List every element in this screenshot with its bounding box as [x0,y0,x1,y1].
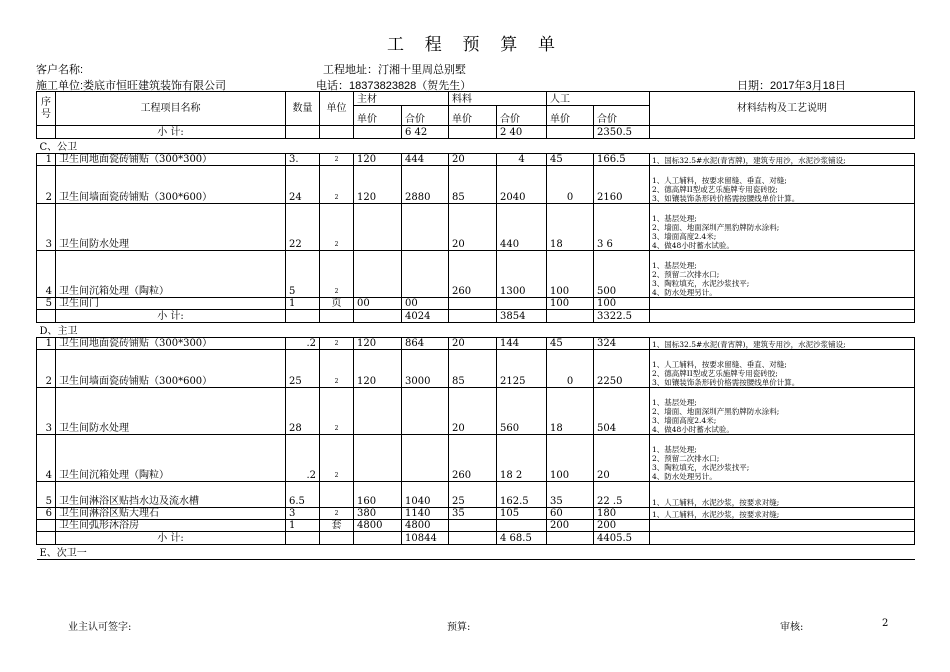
table-row [37,520,915,532]
note-cell: 1、人工辅料，按要求留缝、垂直、对缝; 2、德高牌II型或艺乐施牌专用瓷砖胶; 3、如镶装饰条形砖价格需按腰线单价计算。 [650,350,915,388]
header-labor-subtotal: 合价 [594,106,650,126]
labor-unit-price-cell: 35 [547,482,594,508]
qty-cell: .2 [286,435,320,482]
main-unit-price-cell: 120 [354,154,402,166]
header-item-name: 工程项目名称 [56,92,286,126]
table-row [37,338,915,350]
main-subtotal-cell [402,204,449,251]
header-notes: 材料结构及工艺说明 [650,92,915,126]
labor-subtotal-cell: 200 [594,520,650,532]
mat-price-cell [449,126,497,139]
seq-cell [37,126,56,139]
material-unit-price-cell: 20 [449,388,497,435]
main-unit-price-cell [354,388,402,435]
header-material-unit-price: 单价 [449,106,497,126]
labor-subtotal-cell: 3 6 [594,204,650,251]
main-total-cell: 10844 [402,532,449,545]
item-name-cell: 卫生间沉箱处理（陶粒） [56,435,286,482]
subtotal-row [37,126,915,139]
labor-unit-price-cell: 60 [547,508,594,520]
unit-cell: 2 [320,435,354,482]
labor-subtotal-cell: 504 [594,388,650,435]
main-price-cell [354,126,402,139]
table-row [37,388,915,435]
mat-total-cell: 3854 [497,310,547,323]
subtotal-row [37,310,915,323]
labor-unit-price-cell: 100 [547,435,594,482]
note-cell: 1、国标32.5#水泥(青宵牌)，建筑专用沙，水泥沙浆铺设; [650,154,915,166]
note-cell [650,520,915,532]
material-subtotal-cell: 440 [497,204,547,251]
main-unit-price-cell [354,435,402,482]
labor-subtotal-cell: 500 [594,251,650,298]
labor-unit-price-cell: 200 [547,520,594,532]
seq-cell: 3 [37,204,56,251]
item-name-cell: 卫生间地面瓷砖铺贴（300*300） [56,338,286,350]
mat-total-cell: 4 68.5 [497,532,547,545]
header-seq: 序号 [37,92,56,126]
table-row [37,154,915,166]
budget-label: 预算: [447,622,471,633]
table-row [37,298,915,310]
qty-cell: 1 [286,298,320,310]
material-subtotal-cell: 1300 [497,251,547,298]
header-quantity: 数量 [286,92,320,126]
mat-total-cell: 2 40 [497,126,547,139]
customer-name: 客户名称: [36,64,84,76]
table-row [37,508,915,520]
seq-cell: 5 [37,482,56,508]
mat-price-cell [449,532,497,545]
labor-unit-price-cell: 0 [547,166,594,204]
material-subtotal-cell: 2040 [497,166,547,204]
labor-unit-price-cell: 0 [547,350,594,388]
main-unit-price-cell: 120 [354,338,402,350]
table-row [37,251,915,298]
material-unit-price-cell: 20 [449,204,497,251]
material-unit-price-cell: 35 [449,508,497,520]
unit-cell: 2 [320,338,354,350]
qty-cell: 6.5 [286,482,320,508]
main-subtotal-cell: 2880 [402,166,449,204]
seq-cell: 3 [37,388,56,435]
item-name-cell: 卫生间沉箱处理（陶粒） [56,251,286,298]
unit-cell [320,126,354,139]
seq-cell: 1 [37,154,56,166]
note-cell: 1、基层处理; 2、预留二次排水口; 3、陶粒填充，水泥沙浆找平; 4、防水处理另计。 [650,435,915,482]
labor-price-cell [547,532,594,545]
seq-cell [37,532,56,545]
seq-cell [37,310,56,323]
labor-subtotal-cell: 324 [594,338,650,350]
item-name-cell: 卫生间防水处理 [56,388,286,435]
seq-cell: 4 [37,435,56,482]
note-cell: 1、基层处理; 2、墙面、地面深圳产黑豹牌防水涂料; 3、墙面高度2.4米; 4、做48小时蓄水试验。 [650,388,915,435]
main-unit-price-cell [354,251,402,298]
main-subtotal-cell: 444 [402,154,449,166]
mat-price-cell [449,310,497,323]
labor-subtotal-cell: 166.5 [594,154,650,166]
header-labor-unit-price: 单价 [547,106,594,126]
note-cell: 1、国标32.5#水泥(青宵牌)，建筑专用沙，水泥沙浆铺设; [650,338,915,350]
note-cell [650,310,915,323]
header-unit: 单位 [320,92,354,126]
seq-cell: 4 [37,251,56,298]
qty-cell: 22 [286,204,320,251]
unit-cell: 2 [320,204,354,251]
page-number: 2 [882,618,889,629]
unit-cell [320,482,354,508]
subtotal-label: 小 计: [56,532,286,545]
budget-date: 日期：2017年3月18日 [737,80,846,92]
section-row [37,545,915,560]
header-material-subtotal: 合价 [497,106,547,126]
header-material: 料料 [449,92,547,106]
main-total-cell: 6 42 [402,126,449,139]
labor-unit-price-cell: 100 [547,251,594,298]
qty-cell: 1 [286,520,320,532]
subtotal-row [37,532,915,545]
item-name-cell: 卫生间淋浴区贴挡水边及流水槽 [56,482,286,508]
material-subtotal-cell: 560 [497,388,547,435]
material-unit-price-cell: 260 [449,435,497,482]
labor-unit-price-cell: 18 [547,204,594,251]
main-subtotal-cell [402,251,449,298]
main-unit-price-cell: 380 [354,508,402,520]
labor-total-cell: 3322.5 [594,310,650,323]
header-main-subtotal: 合价 [402,106,449,126]
budget-table [36,91,915,560]
note-cell: 1、人工辅料，水泥沙浆，按要求对缝; [650,508,915,520]
note-cell: 1、人工辅料，水泥沙浆，按要求对缝; [650,482,915,508]
material-unit-price-cell: 85 [449,166,497,204]
unit-cell: 2 [320,154,354,166]
main-subtotal-cell: 1040 [402,482,449,508]
labor-subtotal-cell: 2160 [594,166,650,204]
labor-subtotal-cell: 2250 [594,350,650,388]
owner-signature-label: 业主认可签字: [68,622,132,633]
labor-price-cell [547,126,594,139]
review-label: 审核: [780,622,804,633]
material-unit-price-cell: 260 [449,251,497,298]
material-unit-price-cell [449,298,497,310]
material-subtotal-cell: 162.5 [497,482,547,508]
section-label: C、公卫 [37,139,915,154]
labor-unit-price-cell: 100 [547,298,594,310]
main-subtotal-cell [402,435,449,482]
labor-subtotal-cell: 20 [594,435,650,482]
material-subtotal-cell [497,298,547,310]
unit-cell: 2 [320,350,354,388]
unit-cell: 2 [320,388,354,435]
main-unit-price-cell: 4800 [354,520,402,532]
main-subtotal-cell: 864 [402,338,449,350]
seq-cell [37,520,56,532]
material-subtotal-cell: 18 2 [497,435,547,482]
qty-cell [286,310,320,323]
qty-cell: 28 [286,388,320,435]
labor-unit-price-cell: 45 [547,338,594,350]
note-cell: 1、基层处理; 2、墙面、地面深圳产黑豹牌防水涂料; 3、墙面高度2.4米; 4、做48小时蓄水试验。 [650,204,915,251]
item-name-cell: 卫生间地面瓷砖铺贴（300*300） [56,154,286,166]
header-main-unit-price: 单价 [354,106,402,126]
main-unit-price-cell: 00 [354,298,402,310]
construction-company: 施工单位:娄底市恒旺建筑装饰有限公司 [36,80,227,92]
item-name-cell: 卫生间防水处理 [56,204,286,251]
section-label: E、次卫一 [37,545,915,560]
main-subtotal-cell: 3000 [402,350,449,388]
contact-phone: 电话：18373823828（贺先生） [316,80,472,92]
material-unit-price-cell: 20 [449,338,497,350]
subtotal-label: 小 计: [56,126,286,139]
qty-cell: 3 [286,508,320,520]
note-cell [650,532,915,545]
unit-cell: 2 [320,251,354,298]
material-unit-price-cell: 25 [449,482,497,508]
labor-unit-price-cell: 45 [547,154,594,166]
table-row [37,350,915,388]
header-labor: 人工 [547,92,650,106]
unit-cell: 页 [320,298,354,310]
table-row [37,482,915,508]
seq-cell: 2 [37,350,56,388]
main-price-cell [354,532,402,545]
material-subtotal-cell: 105 [497,508,547,520]
main-subtotal-cell: 00 [402,298,449,310]
seq-cell: 2 [37,166,56,204]
table-row [37,204,915,251]
main-subtotal-cell: 1140 [402,508,449,520]
material-subtotal-cell: 2125 [497,350,547,388]
main-total-cell: 4024 [402,310,449,323]
unit-cell [320,310,354,323]
qty-cell: 5 [286,251,320,298]
item-name-cell: 卫生间门 [56,298,286,310]
subtotal-label: 小 计: [56,310,286,323]
material-subtotal-cell [497,520,547,532]
main-unit-price-cell: 160 [354,482,402,508]
item-name-cell: 卫生间弧形沐浴房 [56,520,286,532]
labor-total-cell: 4405.5 [594,532,650,545]
qty-cell [286,126,320,139]
header-main-material: 主材 [354,92,449,106]
main-subtotal-cell [402,388,449,435]
qty-cell: 3. [286,154,320,166]
item-name-cell: 卫生间淋浴区贴大理石 [56,508,286,520]
unit-cell: 2 [320,166,354,204]
section-row [37,139,915,154]
labor-subtotal-cell: 100 [594,298,650,310]
main-subtotal-cell: 4800 [402,520,449,532]
item-name-cell: 卫生间墙面瓷砖铺贴（300*600） [56,166,286,204]
table-row [37,166,915,204]
material-subtotal-cell: 4 [497,154,547,166]
item-name-cell: 卫生间墙面瓷砖铺贴（300*600） [56,350,286,388]
table-row [37,435,915,482]
note-cell: 1、人工辅料，按要求留缝、垂直、对缝; 2、德高牌II型或艺乐施牌专用瓷砖胶; 3、如镶装饰条形砖价格需按腰线单价计算。 [650,166,915,204]
seq-cell: 5 [37,298,56,310]
labor-unit-price-cell: 18 [547,388,594,435]
labor-total-cell: 2350.5 [594,126,650,139]
main-price-cell [354,310,402,323]
seq-cell: 1 [37,338,56,350]
qty-cell: .2 [286,338,320,350]
labor-subtotal-cell: 180 [594,508,650,520]
note-cell: 1、基层处理; 2、预留二次排水口; 3、陶粒填充，水泥沙浆找平; 4、防水处理另计。 [650,251,915,298]
unit-cell: 套 [320,520,354,532]
qty-cell: 25 [286,350,320,388]
material-unit-price-cell [449,520,497,532]
material-subtotal-cell: 144 [497,338,547,350]
note-cell [650,298,915,310]
unit-cell [320,532,354,545]
main-unit-price-cell: 120 [354,350,402,388]
qty-cell [286,532,320,545]
labor-subtotal-cell: 22 .5 [594,482,650,508]
seq-cell: 6 [37,508,56,520]
qty-cell: 24 [286,166,320,204]
material-unit-price-cell: 85 [449,350,497,388]
labor-price-cell [547,310,594,323]
main-unit-price-cell [354,204,402,251]
section-label: D、主卫 [37,323,915,338]
document-title: 工 程 预 算 单 [387,35,563,54]
main-unit-price-cell: 120 [354,166,402,204]
material-unit-price-cell: 20 [449,154,497,166]
note-cell [650,126,915,139]
unit-cell: 2 [320,508,354,520]
section-row [37,323,915,338]
project-address: 工程地址：汀湘十里周总别墅 [323,64,466,76]
